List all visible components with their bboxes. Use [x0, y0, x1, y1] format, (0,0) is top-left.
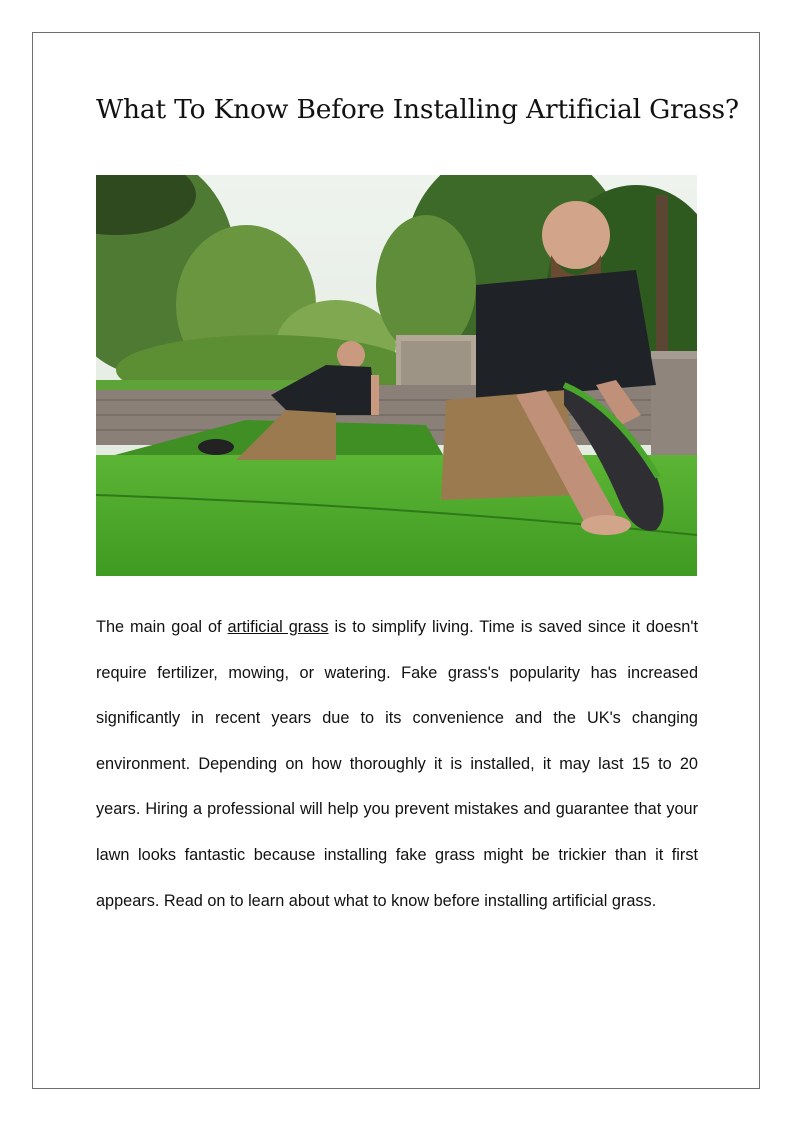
paragraph-text-end: is to simplify living. Time is saved since it doesn't require fertilizer, mowing, or watering. Fake grass's popularity has increased significantly in recent years due to its convenience and the UK's changing environment. Depending on how thoroughly it is installed, it may last 15 to 20 years. Hiring a professional will help you prevent mistakes and guarantee that your lawn looks fantastic because installing fake grass might be trickier than it first appears. Read on to learn about what to know before installing artificial grass. — [96, 618, 698, 910]
intro-paragraph — [96, 605, 698, 924]
document-title: What To Know Before Installing Artificial Grass? — [96, 94, 739, 125]
artificial-grass-link[interactable]: artificial grass — [227, 618, 329, 636]
paragraph-text-start: The main goal of — [96, 618, 228, 636]
installers-laying-artificial-grass-photo — [96, 175, 697, 576]
